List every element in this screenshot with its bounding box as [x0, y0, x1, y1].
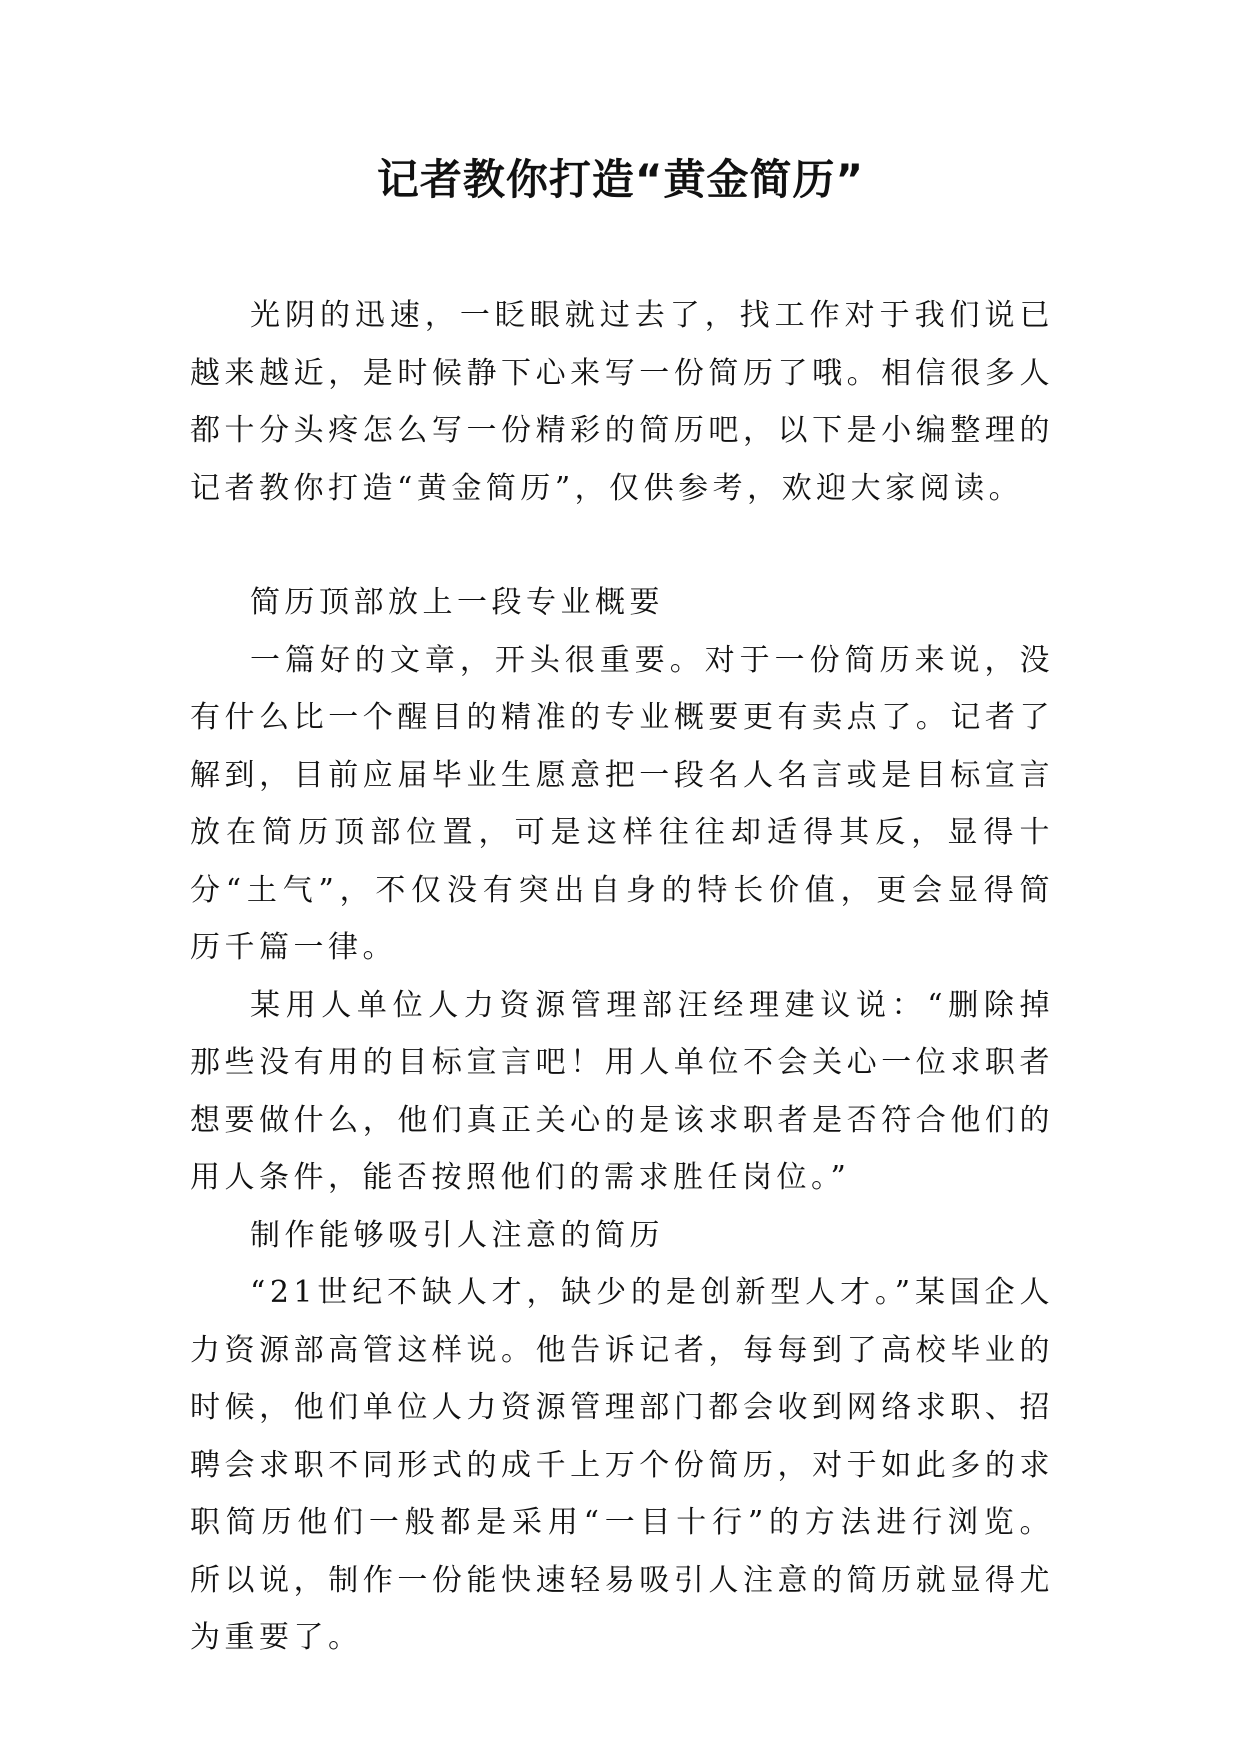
intro-paragraph: 光阴的迅速，一眨眼就过去了，找工作对于我们说已越来越近，是时候静下心来写一份简历了哦。相信很多人都十分头疼怎么写一份精彩的简历吧，以下是小编整理的记者教你打造“黄金简历”，仅供参考，欢迎大家阅读。: [190, 298, 1054, 506]
section-heading-summary: 简历顶部放上一段专业概要: [250, 585, 664, 620]
document-title: 记者教你打造“黄金简历”: [376, 155, 865, 204]
body-paragraph: 某用人单位人力资源管理部汪经理建议说：“删除掉那些没有用的目标宣言吧！用人单位不会关心一位求职者想要做什么，他们真正关心的是该求职者是否符合他们的用人条件，能否按照他们的需求胜任岗位。”: [190, 987, 1054, 1195]
body-paragraph: “21世纪不缺人才，缺少的是创新型人才。”某国企人力资源部高管这样说。他告诉记者，每每到了高校毕业的时候，他们单位人力资源管理部门都会收到网络求职、招聘会求职不同形式的成千上万个份简历，对于如此多的求职简历他们一般都是采用“一目十行”的方法进行浏览。所以说，制作一份能快速轻易吸引人注意的简历就显得尤为重要了。: [190, 1275, 1054, 1655]
section-heading-attract: 制作能够吸引人注意的简历: [250, 1217, 664, 1253]
body-paragraph: 一篇好的文章，开头很重要。对于一份简历来说，没有什么比一个醒目的精准的专业概要更有卖点了。记者了解到，目前应届毕业生愿意把一段名人名言或是目标宣言放在简历顶部位置，可是这样往往却适得其反，显得十分“土气”，不仅没有突出自身的特长价值，更会显得简历千篇一律。: [190, 642, 1054, 965]
document-body: [190, 287, 1054, 1667]
